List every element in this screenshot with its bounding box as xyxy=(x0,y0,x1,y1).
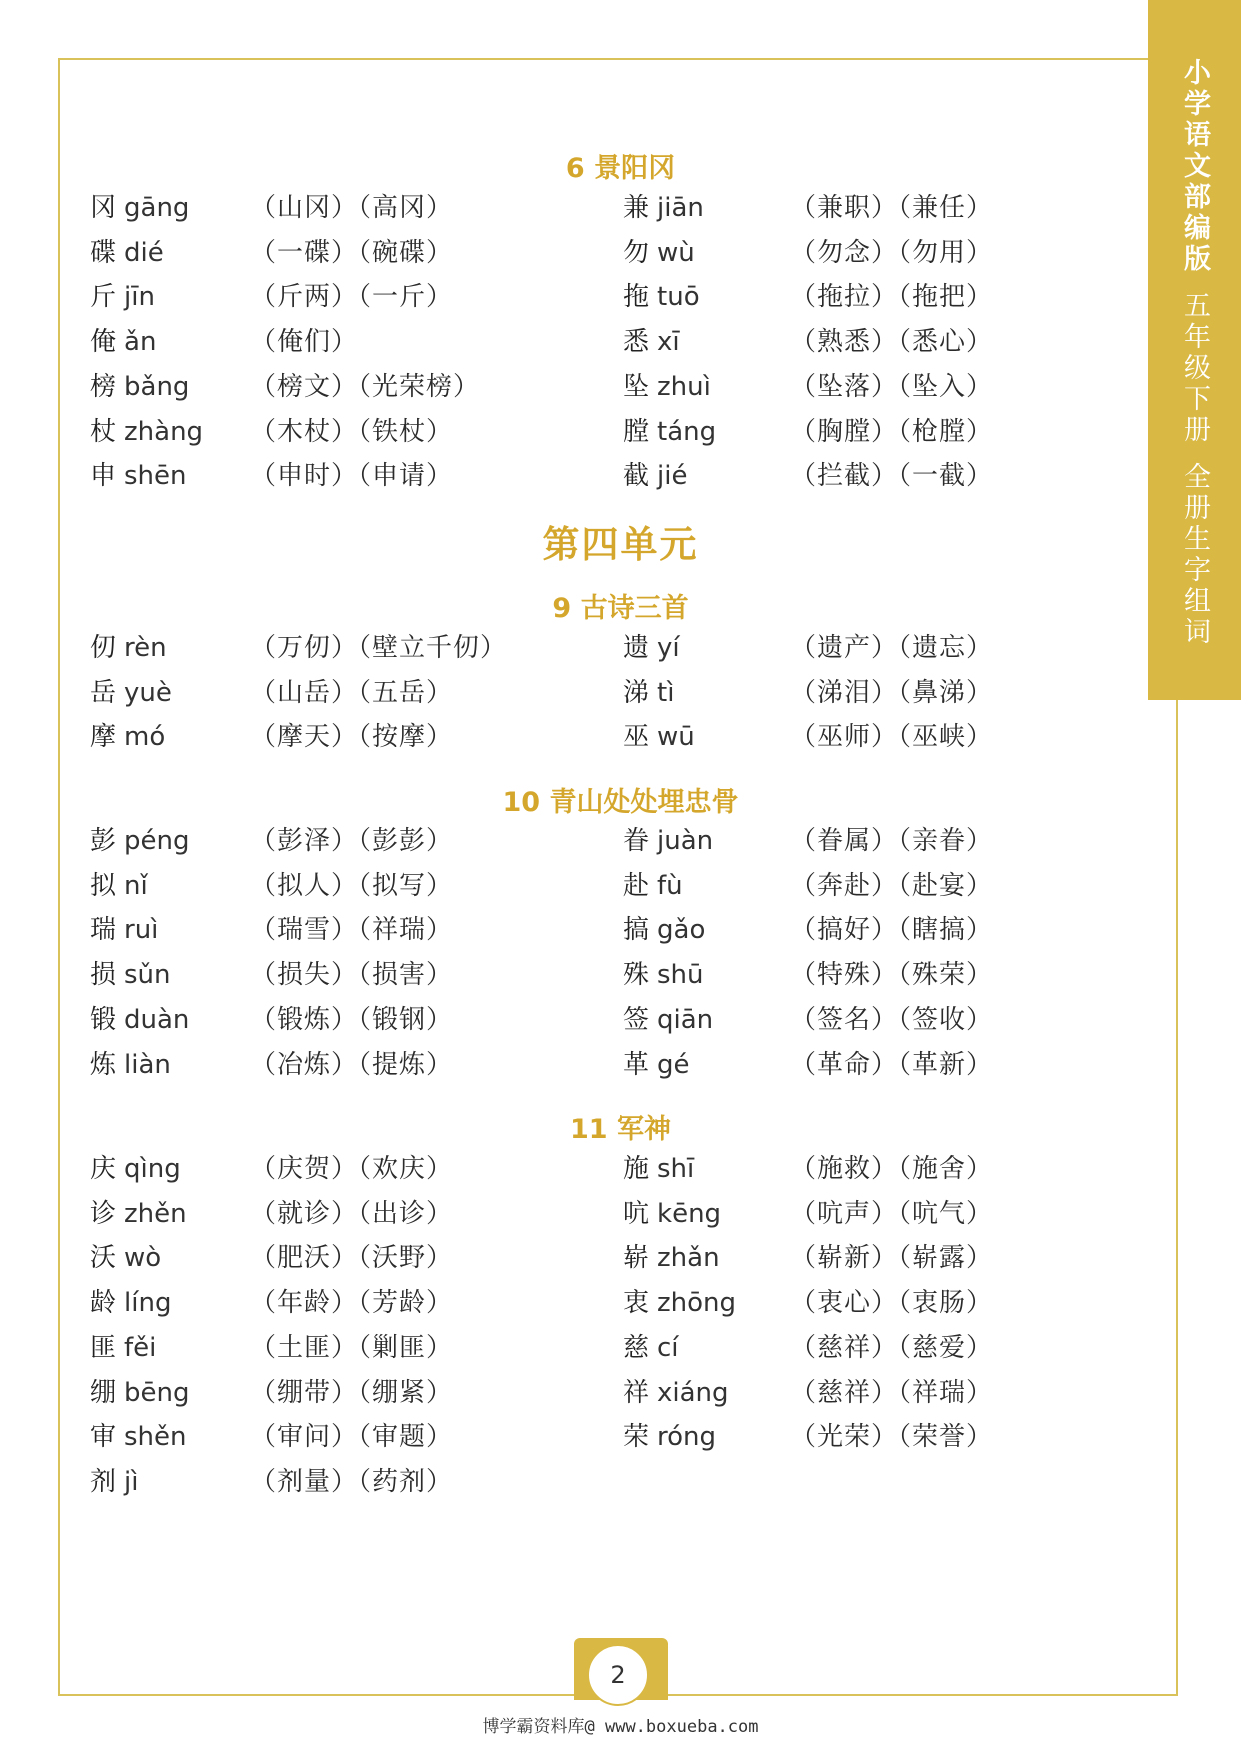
pinyin: jīn xyxy=(124,282,155,313)
word-row xyxy=(90,456,1010,496)
character: 截 xyxy=(623,461,650,492)
word-row xyxy=(90,910,1010,950)
character: 斤 xyxy=(90,282,117,313)
character: 申 xyxy=(90,461,117,492)
word-group: （山冈）（高冈） xyxy=(250,193,454,223)
word-row xyxy=(90,1462,1010,1502)
pinyin: líng xyxy=(124,1288,172,1319)
character-entry xyxy=(623,367,711,407)
word-group: （就诊）（出诊） xyxy=(250,1198,454,1229)
word-row xyxy=(90,277,1010,317)
word-group: （木杖）（铁杖） xyxy=(250,416,454,447)
pinyin: xiáng xyxy=(657,1377,729,1408)
character: 赴 xyxy=(623,870,650,901)
pinyin: juàn xyxy=(657,826,714,856)
footer-watermark: 博学霸资料库@ www.boxueba.com xyxy=(482,1717,759,1737)
character: 绷 xyxy=(90,1377,117,1408)
pinyin: shěn xyxy=(124,1422,187,1453)
pinyin: gāng xyxy=(124,193,190,223)
pinyin: zhàng xyxy=(124,416,204,447)
word-group: （坠落）（坠入） xyxy=(790,371,994,402)
character-entry xyxy=(623,628,680,668)
word-group: （光荣）（荣誉） xyxy=(790,1422,994,1453)
character: 沃 xyxy=(90,1243,117,1274)
pinyin: jié xyxy=(657,461,688,492)
pinyin: cí xyxy=(657,1332,679,1363)
section-title-9: 9 古诗三首 xyxy=(552,593,689,624)
pinyin: liàn xyxy=(124,1049,171,1080)
character-entry xyxy=(90,866,148,906)
word-group: （一碟）（碗碟） xyxy=(250,237,454,268)
character: 仞 xyxy=(90,633,117,663)
pinyin: ǎn xyxy=(124,327,157,358)
character-entry xyxy=(90,955,171,995)
character: 荣 xyxy=(623,1422,650,1453)
word-group: （肥沃）（沃野） xyxy=(250,1243,454,1274)
word-group: （施救）（施舍） xyxy=(790,1154,994,1184)
pinyin: fù xyxy=(657,870,683,901)
character-entry xyxy=(90,1283,171,1323)
character: 俺 xyxy=(90,327,117,358)
word-row xyxy=(90,1045,1010,1085)
character-entry xyxy=(90,322,156,362)
pinyin: nǐ xyxy=(124,870,148,901)
pinyin: zhǎn xyxy=(657,1243,720,1274)
pinyin: tuō xyxy=(657,282,700,313)
pinyin: zhōng xyxy=(657,1288,737,1319)
character-entry xyxy=(90,456,187,496)
word-group: （奔赴）（赴宴） xyxy=(790,870,994,901)
word-group: （涕泪）（鼻涕） xyxy=(790,677,994,708)
word-row xyxy=(90,1238,1010,1278)
pinyin: zhěn xyxy=(124,1198,187,1229)
pinyin: gǎo xyxy=(657,915,706,946)
character-entry xyxy=(623,456,687,496)
character-entry xyxy=(623,1283,736,1323)
character-entry xyxy=(623,955,704,995)
pinyin: wù xyxy=(657,237,695,268)
character: 拟 xyxy=(90,870,117,901)
word-group: （眷属）（亲眷） xyxy=(790,826,994,856)
character-entry xyxy=(623,277,700,317)
character-entry xyxy=(623,866,683,906)
pinyin: zhuì xyxy=(657,371,711,402)
word-row xyxy=(90,1373,1010,1413)
word-row xyxy=(90,188,1010,228)
character: 诊 xyxy=(90,1198,117,1229)
character-entry xyxy=(623,1417,716,1457)
character-entry xyxy=(623,322,680,362)
word-group: （拦截）（一截） xyxy=(790,461,994,492)
word-group: （勿念）（勿用） xyxy=(790,237,994,268)
character: 慈 xyxy=(623,1332,650,1363)
pinyin: mó xyxy=(124,722,166,753)
word-row xyxy=(90,717,1010,757)
character-entry xyxy=(90,277,155,317)
word-group: （万仞）（壁立千仞） xyxy=(250,633,508,663)
word-group: （兼职）（兼任） xyxy=(790,193,994,223)
character-entry xyxy=(623,717,695,757)
character: 膛 xyxy=(623,416,650,447)
character: 施 xyxy=(623,1154,650,1184)
word-group: （拖拉）（拖把） xyxy=(790,282,994,313)
character-entry xyxy=(90,233,164,273)
word-group: （签名）（签收） xyxy=(790,1004,994,1035)
word-group: （吭声）（吭气） xyxy=(790,1198,994,1229)
word-group: （摩天）（按摩） xyxy=(250,722,454,753)
pinyin: fěi xyxy=(124,1332,157,1363)
pinyin: dié xyxy=(124,237,164,268)
character-entry xyxy=(623,1373,729,1413)
word-group: （崭新）（崭露） xyxy=(790,1243,994,1274)
pinyin: ruì xyxy=(124,915,159,946)
word-row xyxy=(90,821,1010,861)
word-group: （绷带）（绷紧） xyxy=(250,1377,454,1408)
word-group: （遗产）（遗忘） xyxy=(790,633,994,663)
character: 巫 xyxy=(623,722,650,753)
word-row xyxy=(90,866,1010,906)
character-entry xyxy=(90,1238,161,1278)
word-row xyxy=(90,628,1010,668)
character: 签 xyxy=(623,1004,650,1035)
character-entry xyxy=(90,188,189,228)
character: 崭 xyxy=(623,1243,650,1274)
character: 岳 xyxy=(90,677,117,708)
pinyin: shēn xyxy=(124,461,187,492)
word-group: （瑞雪）（祥瑞） xyxy=(250,915,454,946)
sidebar-topic: 全册生字组词 xyxy=(1179,462,1210,648)
character: 衷 xyxy=(623,1288,650,1319)
pinyin: jiān xyxy=(657,193,704,223)
pinyin: wū xyxy=(657,722,695,753)
character-entry xyxy=(90,821,190,861)
pinyin: wò xyxy=(124,1243,162,1274)
word-group: （斤两）（一斤） xyxy=(250,282,454,313)
pinyin: jì xyxy=(124,1466,139,1497)
pinyin: duàn xyxy=(124,1004,190,1035)
character: 遗 xyxy=(623,633,650,663)
character: 祥 xyxy=(623,1377,650,1408)
word-row xyxy=(90,233,1010,273)
character-entry xyxy=(623,412,716,452)
character: 杖 xyxy=(90,416,117,447)
character-entry xyxy=(623,910,705,950)
character-entry xyxy=(90,717,165,757)
character: 庆 xyxy=(90,1154,117,1184)
word-group: （巫师）（巫峡） xyxy=(790,722,994,753)
word-row xyxy=(90,412,1010,452)
pinyin: rèn xyxy=(124,633,167,663)
character-entry xyxy=(90,412,203,452)
word-group: （慈祥）（祥瑞） xyxy=(790,1377,994,1408)
pinyin: péng xyxy=(124,826,190,856)
pinyin: shū xyxy=(657,960,704,991)
character-entry xyxy=(90,1373,190,1413)
character: 榜 xyxy=(90,371,117,402)
character: 碟 xyxy=(90,237,117,268)
character: 勿 xyxy=(623,237,650,268)
word-group: （彭泽）（彭彭） xyxy=(250,826,454,856)
character-entry xyxy=(623,1328,679,1368)
word-group: （剂量）（药剂） xyxy=(250,1466,454,1497)
character: 拖 xyxy=(623,282,650,313)
word-group: （榜文）（光荣榜） xyxy=(250,371,481,402)
character: 摩 xyxy=(90,722,117,753)
word-group: （年龄）（芳龄） xyxy=(250,1288,454,1319)
word-row xyxy=(90,1417,1010,1457)
character: 审 xyxy=(90,1422,117,1453)
pinyin: yuè xyxy=(124,677,172,708)
pinyin: shī xyxy=(657,1154,695,1184)
character: 涕 xyxy=(623,677,650,708)
pinyin: xī xyxy=(657,327,680,358)
character-entry xyxy=(623,1238,720,1278)
character: 吭 xyxy=(623,1198,650,1229)
word-group: （土匪）（剿匪） xyxy=(250,1332,454,1363)
unit-title: 第四单元 xyxy=(542,523,699,566)
character-entry xyxy=(90,1328,156,1368)
word-row xyxy=(90,1194,1010,1234)
character: 炼 xyxy=(90,1049,117,1080)
word-group: （搞好）（瞎搞） xyxy=(790,915,994,946)
character: 坠 xyxy=(623,371,650,402)
word-group: （山岳）（五岳） xyxy=(250,677,454,708)
character-entry xyxy=(623,1000,713,1040)
word-row xyxy=(90,1149,1010,1189)
character: 冈 xyxy=(90,193,117,223)
pinyin: qìng xyxy=(124,1154,181,1184)
character-entry xyxy=(623,188,704,228)
page-number: 2 xyxy=(587,1644,649,1706)
character-entry xyxy=(623,1045,690,1085)
word-group: （庆贺）（欢庆） xyxy=(250,1154,454,1184)
character-entry xyxy=(623,1194,721,1234)
section-title-11: 11 军神 xyxy=(570,1114,671,1145)
section-title-6: 6 景阳冈 xyxy=(565,153,676,184)
word-row xyxy=(90,322,1010,362)
character: 革 xyxy=(623,1049,650,1080)
character: 剂 xyxy=(90,1466,117,1497)
character-entry xyxy=(90,1417,187,1457)
word-group: （特殊）（殊荣） xyxy=(790,960,994,991)
character: 匪 xyxy=(90,1332,117,1363)
word-group: （胸膛）（枪膛） xyxy=(790,416,994,447)
character-entry xyxy=(90,1000,189,1040)
character-entry xyxy=(90,910,158,950)
word-row xyxy=(90,1328,1010,1368)
sidebar-grade: 五年级下册 xyxy=(1179,291,1210,446)
character-entry xyxy=(90,673,172,713)
character: 搞 xyxy=(623,915,650,946)
character-entry xyxy=(623,233,695,273)
sidebar-series: 小学语文部编版 xyxy=(1179,58,1210,275)
character-entry xyxy=(623,821,713,861)
section-title-10: 10 青山处处埋忠骨 xyxy=(502,787,739,818)
word-group: （锻炼）（锻钢） xyxy=(250,1004,454,1035)
character-entry xyxy=(90,628,167,668)
character: 悉 xyxy=(623,327,650,358)
word-group: （慈祥）（慈爱） xyxy=(790,1332,994,1363)
pinyin: bēng xyxy=(124,1377,190,1408)
character: 殊 xyxy=(623,960,650,991)
character: 损 xyxy=(90,960,117,991)
pinyin: qiān xyxy=(657,1004,714,1035)
pinyin: bǎng xyxy=(124,371,190,402)
pinyin: tì xyxy=(657,677,675,708)
word-row xyxy=(90,673,1010,713)
word-row xyxy=(90,955,1010,995)
character-entry xyxy=(90,1462,138,1502)
character-entry xyxy=(90,1149,181,1189)
character: 龄 xyxy=(90,1288,117,1319)
word-row xyxy=(90,1000,1010,1040)
word-group: （审问）（审题） xyxy=(250,1422,454,1453)
word-group: （衷心）（衷肠） xyxy=(790,1288,994,1319)
character-entry xyxy=(623,1149,694,1189)
character-entry xyxy=(90,1194,187,1234)
word-group: （申时）（申请） xyxy=(250,461,454,492)
character: 彭 xyxy=(90,826,117,856)
word-group: （熟悉）（悉心） xyxy=(790,327,994,358)
character-entry xyxy=(623,673,674,713)
pinyin: róng xyxy=(657,1422,717,1453)
word-group: （损失）（损害） xyxy=(250,960,454,991)
character: 兼 xyxy=(623,193,650,223)
character: 锻 xyxy=(90,1004,117,1035)
pinyin: kēng xyxy=(657,1198,722,1229)
pinyin: táng xyxy=(657,416,717,447)
word-group: （拟人）（拟写） xyxy=(250,870,454,901)
pinyin: sǔn xyxy=(124,960,171,991)
character: 瑞 xyxy=(90,915,117,946)
word-group: （俺们） xyxy=(250,327,359,358)
pinyin: yí xyxy=(657,633,680,663)
word-row xyxy=(90,367,1010,407)
word-group: （革命）（革新） xyxy=(790,1049,994,1080)
word-row xyxy=(90,1283,1010,1323)
character-entry xyxy=(90,367,189,407)
character-entry xyxy=(90,1045,171,1085)
word-group: （冶炼）（提炼） xyxy=(250,1049,454,1080)
pinyin: gé xyxy=(657,1049,690,1080)
character: 眷 xyxy=(623,826,650,856)
